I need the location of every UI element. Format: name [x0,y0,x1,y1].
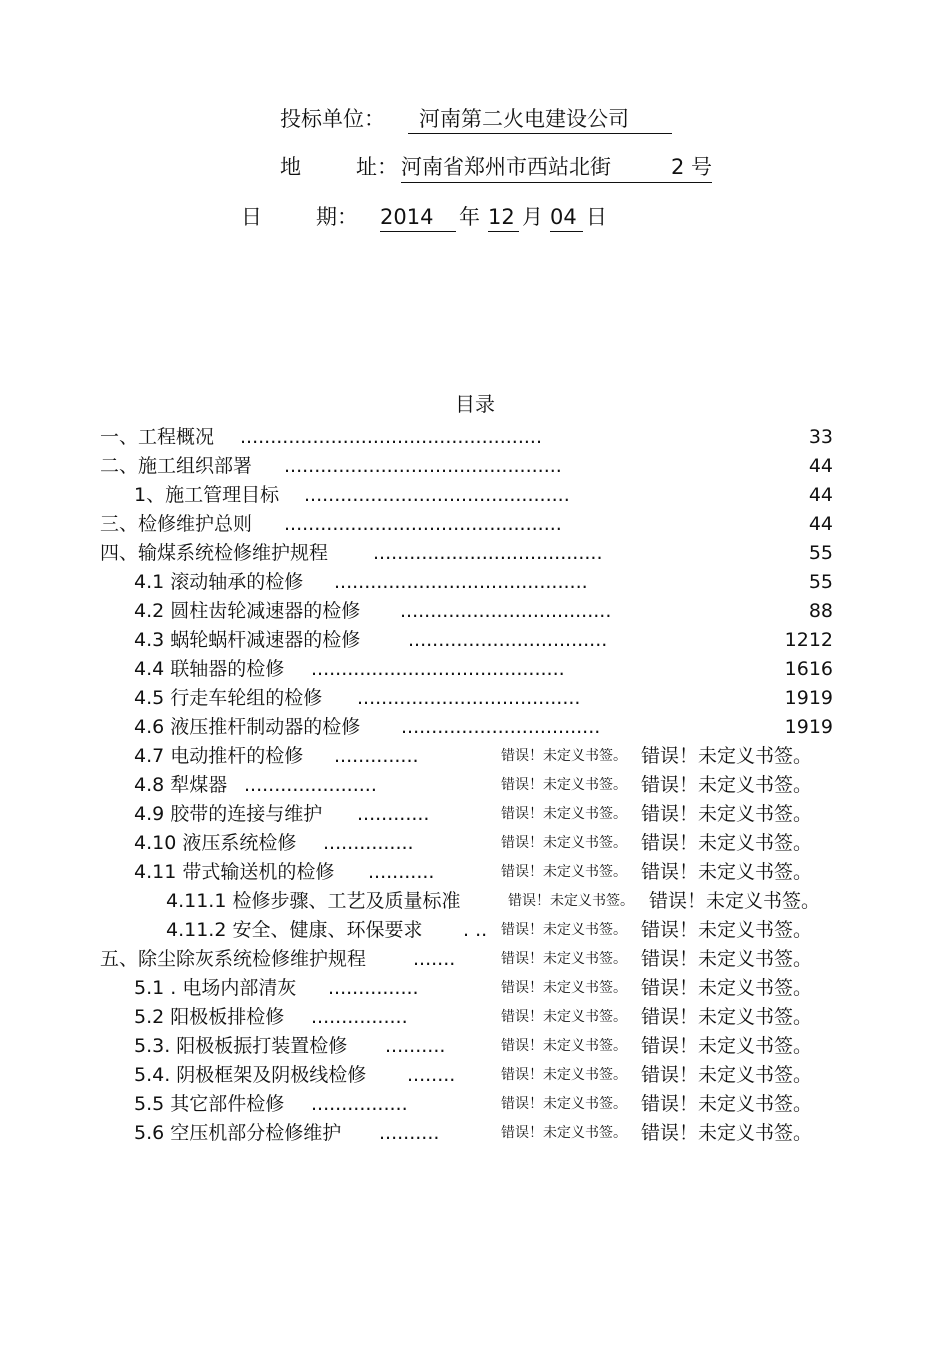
toc-entry-leader: ............... [323,832,414,854]
toc-entry-error-small: 错误！未定义书签。 [501,806,627,822]
toc-entry-page: 1919 [784,716,833,738]
toc-title: 目录 [455,392,495,416]
toc-entry-leader: ................................. [401,716,601,738]
toc-entry-error: 错误！未定义书签。 [641,774,813,796]
toc-entry-leader: ............ [357,803,430,825]
toc-entry-label: 5.3. 阳极板振打装置检修 [134,1035,348,1057]
toc-entry-error: 错误！未定义书签。 [641,1064,813,1086]
toc-entry-label: 4.1 滚动轴承的检修 [134,571,304,593]
toc-entry[interactable] [0,858,950,887]
toc-entry-error-small: 错误！未定义书签。 [501,980,627,996]
date-label-second-char: 期： [316,205,358,229]
toc-entry-error: 错误！未定义书签。 [641,803,813,825]
toc-entry-leader: ...................... [244,774,377,796]
toc-entry[interactable] [0,423,950,452]
bidder-label: 投标单位： [280,107,385,131]
toc-entry-label: 4.11.1 检修步骤、工艺及质量标准 [166,890,461,912]
toc-entry-error: 错误！未定义书签。 [641,861,813,883]
toc-entry-page: 44 [808,455,833,477]
toc-entry-page: 44 [808,484,833,506]
toc-entry-page: 33 [808,426,833,448]
date-year: 2014 [380,203,456,232]
toc-entry-leader: ...................................... [373,542,603,564]
date-day: 04 [550,203,583,232]
toc-entry-leader: .............................................. [284,455,562,477]
toc-entry-error: 错误！未定义书签。 [641,1093,813,1115]
toc-entry-label: 一、工程概况 [100,426,215,448]
toc-entry-label: 4.11.2 安全、健康、环保要求 [166,919,423,941]
toc-entry[interactable] [0,742,950,771]
toc-entry[interactable] [0,539,950,568]
toc-entry-error-small: 错误！未定义书签。 [501,922,627,938]
toc-entry[interactable] [0,945,950,974]
toc-entry[interactable] [0,626,950,655]
toc-entry-label: 1、施工管理目标 [134,484,280,506]
toc-entry[interactable] [0,655,950,684]
toc-entry[interactable] [0,1090,950,1119]
toc-entry-label: 4.7 电动推杆的检修 [134,745,304,767]
toc-entry-error-small: 错误！未定义书签。 [501,777,627,793]
toc-entry-error: 错误！未定义书签。 [641,745,813,767]
toc-entry-label: 5.5 其它部件检修 [134,1093,285,1115]
toc-entry-label: 三、检修维护总则 [100,513,253,535]
toc-entry[interactable] [0,974,950,1003]
date-month: 12 [488,203,519,232]
toc-entry[interactable] [0,1061,950,1090]
toc-entry[interactable] [0,771,950,800]
toc-entry-error-small: 错误！未定义书签。 [508,893,634,909]
toc-entry-error-small: 错误！未定义书签。 [501,1009,627,1025]
toc-entry-label: 4.3 蜗轮蜗杆减速器的检修 [134,629,361,651]
toc-entry-leader: .......... [385,1035,446,1057]
toc-entry-error: 错误！未定义书签。 [641,1035,813,1057]
toc-entry-label: 4.2 圆柱齿轮减速器的检修 [134,600,361,622]
bidder-value: 河南第二火电建设公司 [408,105,672,134]
toc-entry[interactable] [0,481,950,510]
toc-entry-label: 4.8 犁煤器 [134,774,228,796]
toc-entry-error: 错误！未定义书签。 [641,832,813,854]
date-year-unit: 年 [459,205,480,229]
toc-entry-error-small: 错误！未定义书签。 [501,748,627,764]
toc-entry[interactable] [0,452,950,481]
toc-entry-error-small: 错误！未定义书签。 [501,1067,627,1083]
toc-entry-label: 4.4 联轴器的检修 [134,658,285,680]
toc-entry-error-small: 错误！未定义书签。 [501,951,627,967]
toc-entry-label: 二、施工组织部署 [100,455,253,477]
toc-entry-error-small: 错误！未定义书签。 [501,1125,627,1141]
toc-entry-leader: ................................... [400,600,612,622]
toc-entry[interactable] [0,800,950,829]
toc-entry-error: 错误！未定义书签。 [641,948,813,970]
toc-entry[interactable] [0,916,950,945]
toc-entry[interactable] [0,1032,950,1061]
toc-entry-label: 四、输煤系统检修维护规程 [100,542,329,564]
toc-entry-label: 5.1 . 电场内部清灰 [134,977,297,999]
toc-entry[interactable] [0,597,950,626]
toc-entry-page: 88 [808,600,833,622]
toc-entry-leader: .......... [379,1122,440,1144]
toc-entry[interactable] [0,684,950,713]
toc-entry-page: 1212 [784,629,833,651]
toc-entry-page: 1919 [784,687,833,709]
address-value: 河南省郑州市西站北街 [401,155,611,179]
toc-entry-leader: . .. [463,919,488,941]
toc-entry-label: 4.9 胶带的连接与维护 [134,803,323,825]
toc-entry-page: 44 [808,513,833,535]
address-label-first-char: 地 [280,155,301,179]
toc-entry[interactable] [0,1119,950,1148]
toc-entry-leader: .............. [334,745,419,767]
toc-entry[interactable] [0,887,950,916]
toc-entry-error-small: 错误！未定义书签。 [501,1096,627,1112]
toc-entry-label: 4.5 行走车轮组的检修 [134,687,323,709]
address-value-underline [401,153,712,183]
toc-entry-error-small: 错误！未定义书签。 [501,835,627,851]
toc-entry-error: 错误！未定义书签。 [641,1122,813,1144]
toc-entry-label: 4.10 液压系统检修 [134,832,297,854]
toc-entry-label: 5.6 空压机部分检修维护 [134,1122,342,1144]
toc-entry-leader: .......................................... [334,571,588,593]
toc-entry-page: 1616 [784,658,833,680]
toc-entry-leader: ..................................... [357,687,581,709]
toc-entry-leader: ............... [328,977,419,999]
date-month-unit: 月 [522,205,543,229]
address-number: 2 号 [670,155,712,179]
toc-entry[interactable] [0,829,950,858]
toc-entry-label: 五、除尘除灰系统检修维护规程 [100,948,367,970]
toc-entry-leader: ................ [311,1093,408,1115]
toc-entry-leader: ....... [413,948,456,970]
toc-entry-error-small: 错误！未定义书签。 [501,1038,627,1054]
toc-entry[interactable] [0,713,950,742]
toc-entry-error-small: 错误！未定义书签。 [501,864,627,880]
toc-entry-error: 错误！未定义书签。 [641,1006,813,1028]
date-label-first-char: 日 [241,205,262,229]
toc-entry-page: 55 [808,571,833,593]
toc-entry-label: 4.6 液压推杆制动器的检修 [134,716,361,738]
toc-entry-error: 错误！未定义书签。 [649,890,821,912]
toc-entry-label: 4.11 带式输送机的检修 [134,861,335,883]
toc-entry-leader: .............................................. [284,513,562,535]
toc-entry[interactable] [0,568,950,597]
toc-entry-leader: .................................................. [240,426,542,448]
toc-entry-error: 错误！未定义书签。 [641,977,813,999]
toc-entry-leader: ................................. [408,629,608,651]
toc-entry-leader: ................ [311,1006,408,1028]
toc-entry-label: 5.2 阳极板排检修 [134,1006,285,1028]
date-day-unit: 日 [586,205,607,229]
toc-entry-label: 5.4. 阴极框架及阴极线检修 [134,1064,367,1086]
address-label-second-char: 址： [356,155,398,179]
toc-entry[interactable] [0,510,950,539]
toc-entry[interactable] [0,1003,950,1032]
toc-entry-leader: ........ [407,1064,456,1086]
toc-entry-leader: ............................................ [304,484,570,506]
toc-entry-leader: ........... [368,861,435,883]
toc-entry-leader: .......................................... [311,658,565,680]
toc-entry-page: 55 [808,542,833,564]
toc-entry-error: 错误！未定义书签。 [641,919,813,941]
